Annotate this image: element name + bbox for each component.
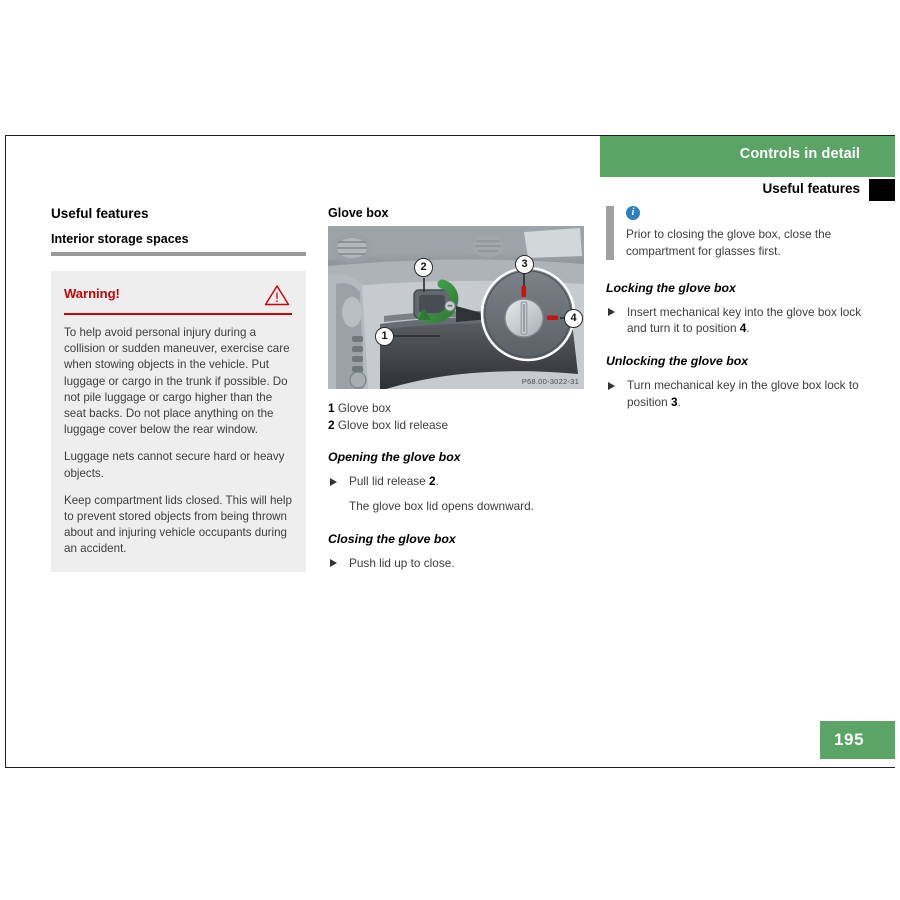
page-number: 195 [834, 730, 865, 749]
glove-box-illustration [328, 226, 584, 389]
warning-box [51, 271, 306, 572]
procedure-step [606, 377, 868, 411]
bullet-triangle-icon [330, 478, 337, 486]
procedure-step [606, 304, 868, 338]
figure-callout-3: 3 [515, 255, 534, 274]
step-text-tail: . [677, 394, 681, 409]
procedure-title-closing: Closing the glove box [328, 531, 456, 546]
procedure-step [328, 473, 586, 490]
procedure-result [328, 498, 586, 515]
legend-number: 2 [328, 417, 335, 432]
legend-item [328, 400, 586, 417]
thumb-index-tab [869, 179, 895, 201]
page-title: Useful features [51, 206, 149, 221]
result-text: The glove box lid opens downward. [349, 498, 534, 513]
warning-rule [64, 313, 292, 315]
bullet-triangle-icon [608, 308, 615, 316]
figure-callout-1: 1 [375, 327, 394, 346]
info-side-bar [606, 206, 614, 260]
middle-column [328, 206, 586, 579]
warning-paragraph: Luggage nets cannot secure hard or heavy objects. [64, 450, 285, 480]
step-text: Push lid up to close. [349, 555, 455, 570]
warning-triangle-icon [264, 284, 290, 306]
step-text: Pull lid release [349, 474, 429, 488]
info-note-box [606, 206, 868, 260]
legend-number: 1 [328, 401, 335, 415]
procedure-title-locking: Locking the glove box [606, 280, 736, 295]
manual-page [5, 135, 895, 768]
step-text: Turn mechanical key in the glove box lock to position [627, 378, 859, 409]
figure-callout-2: 2 [414, 258, 433, 277]
step-emphasis: 4 [739, 321, 747, 336]
bullet-triangle-icon [330, 559, 337, 567]
figure-reference-code: P68.00-3022-31 [521, 377, 579, 386]
page-number-badge [820, 721, 895, 759]
bullet-triangle-icon [608, 382, 615, 390]
chapter-header-bar [600, 136, 895, 177]
figure-legend [328, 400, 586, 433]
procedure-title-opening: Opening the glove box [328, 450, 461, 464]
warning-paragraph: To help avoid personal injury during a collision or sudden maneuver, exercise care when stowing objects in the vehicle. Put luggage or cargo in the trunk if possible. Do not pile luggage or cargo higher than the seat backs. Do not place anything on the luggage cover below the rear window. [64, 326, 290, 437]
warning-label: Warning! [64, 286, 120, 301]
info-note-text: Prior to closing the glove box, close the compartment for glasses first. [626, 227, 832, 258]
step-text: Insert mechanical key into the glove box lock and turn it to position [627, 304, 862, 336]
procedure-title-unlocking: Unlocking the glove box [606, 354, 749, 369]
legend-label: Glove box [337, 401, 391, 415]
step-emphasis: 3 [670, 394, 678, 409]
step-text-tail: . [435, 474, 439, 488]
subtitle-rule [51, 252, 306, 256]
glove-box-heading: Glove box [328, 206, 389, 220]
left-column [51, 206, 306, 572]
warning-paragraph: Keep compartment lids closed. This will help to prevent stored objects from being thrown about and injuring vehicle occupants during an accident. [64, 493, 292, 556]
section-header-label: Useful features [762, 181, 860, 196]
right-column [606, 206, 868, 419]
section-header-bar [600, 177, 895, 201]
glove-box-figure [328, 226, 584, 389]
info-icon: i [626, 206, 640, 220]
legend-item [328, 417, 586, 434]
step-text-tail: . [746, 321, 750, 336]
chapter-header-label: Controls in detail [739, 146, 860, 162]
procedure-step [328, 555, 586, 572]
warning-header [64, 285, 292, 311]
figure-callout-4: 4 [564, 309, 583, 328]
legend-label: Glove box lid release [337, 417, 449, 432]
section-subtitle: Interior storage spaces [51, 232, 189, 246]
step-emphasis: 2 [429, 474, 436, 488]
